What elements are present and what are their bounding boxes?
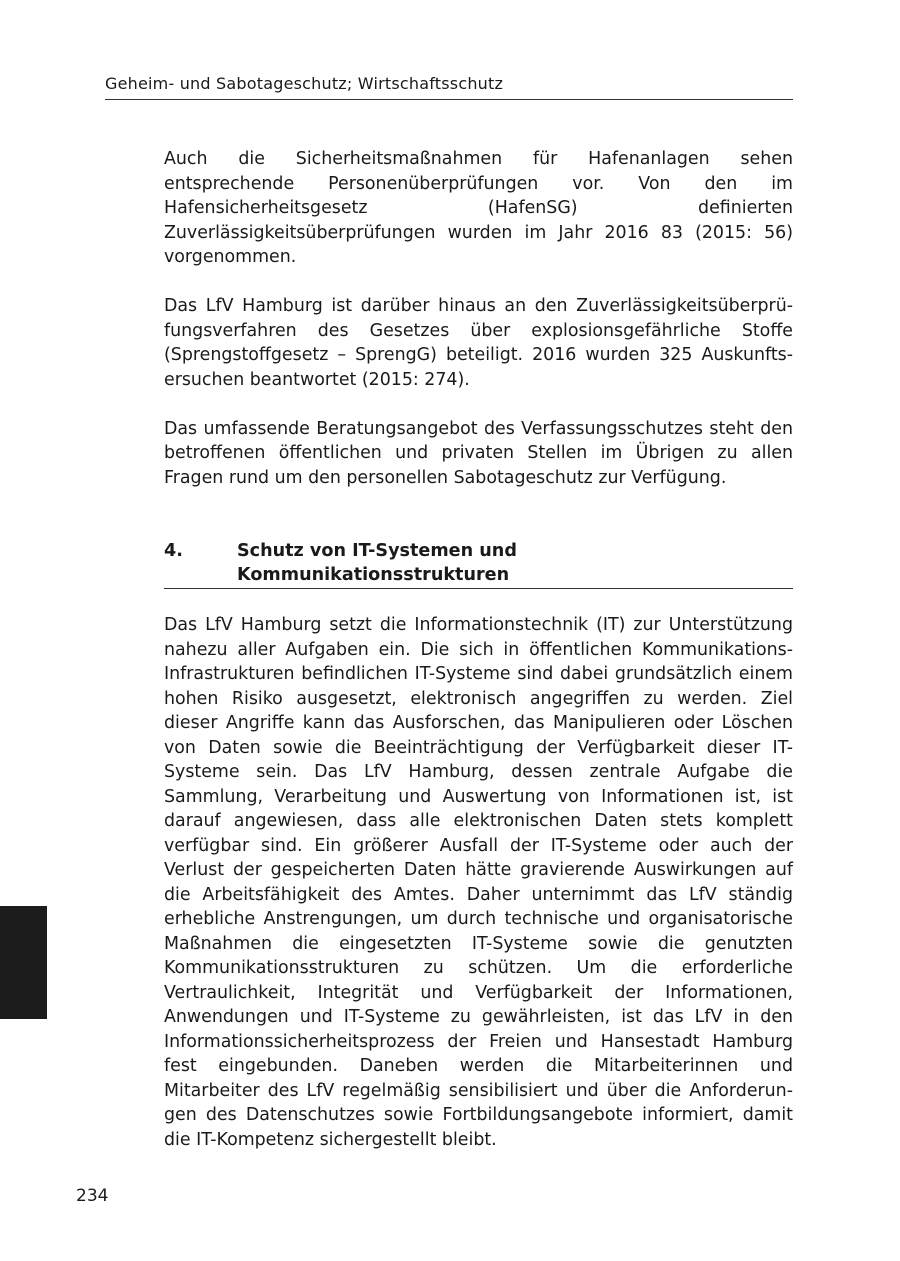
section-title: Schutz von IT-Systemen und Kommunikationsstrukturen bbox=[237, 541, 517, 585]
paragraph-port-security: Auch die Sicherheitsmaßnahmen für Hafenanlagen sehen entsprechende Personenüberprüfungen vor. Von den im Hafensicherheitsgesetz (HafenSG) definierten Zuverlässigkeitsüberprüfungen wurden im Jahr 2016 83 (2015: 56) vorgenommen. bbox=[164, 149, 793, 267]
chapter-thumb-tab bbox=[0, 906, 47, 1019]
paragraph-it-protection: Das LfV Hamburg setzt die Informationstechnik (IT) zur Unterstützung nahezu aller Aufgaben ein. Die sich in öffentlichen Kommunikations-Infrastrukturen befindlichen IT-Systeme sind dabei grundsätzlich einem hohen Risiko ausgesetzt, elektronisch angegriffen zu werden. Ziel dieser Angriffe kann das Ausforschen, das Manipulieren oder Löschen von Daten sowie die Beeinträchtigung der Verfügbarkeit dieser IT-Systeme sein. Das LfV Hamburg, dessen zentrale Aufgabe die Sammlung, Verarbeitung und Auswertung von Informationen ist, ist darauf angewiesen, dass alle elektronischen Daten stets komplett verfügbar sind. Ein größerer Ausfall der IT-Systeme oder auch der Verlust der gespeicherten Daten hätte gravierende Auswirkungen auf die Arbeitsfähigkeit des Amtes. Daher unternimmt das LfV ständig erhebliche Anstrengungen, um durch technische und organisatorische Maßnahmen die eingesetzten IT-Systeme sowie die genutzten Kommunikationsstrukturen zu schützen. Um die erforderliche Vertraulichkeit, Integrität und Verfügbarkeit der Informationen, Anwendungen und IT-Systeme zu gewährleisten, ist das LfV in den Informationssicherheitsprozess der Freien und Hansestadt Hamburg fest eingebunden. Daneben werden die Mitarbeiterinnen und Mitarbeiter des LfV regelmäßig sensibilisiert und über die Anforderungen des Datenschutzes sowie Fortbildungsangebote informiert, damit die IT-Kompetenz sichergestellt bleibt. bbox=[164, 615, 793, 1150]
running-header: Geheim- und Sabotageschutz; Wirtschaftsschutz bbox=[105, 74, 793, 100]
page-content bbox=[164, 147, 793, 1177]
section-heading bbox=[164, 539, 793, 589]
page-number: 234 bbox=[76, 1186, 109, 1206]
paragraph-consulting-offer: Das umfassende Beratungsangebot des Verfassungsschutzes steht den betroffenen öffentlichen und privaten Stellen im Übrigen zu allen Fragen rund um den personellen Sabotageschutz zur Verfügung. bbox=[164, 418, 793, 488]
paragraph-explosives-act: Das LfV Hamburg ist darüber hinaus an den Zuverlässigkeitsüberprüfungsverfahren des Gesetzes über explosionsgefährliche Stoffe (Sprengstoffgesetz – SprengG) beteiligt. 2016 wurden 325 Auskunftsersuchen beantwortet (2015: 274). bbox=[164, 296, 793, 390]
section-number: 4. bbox=[164, 541, 183, 561]
